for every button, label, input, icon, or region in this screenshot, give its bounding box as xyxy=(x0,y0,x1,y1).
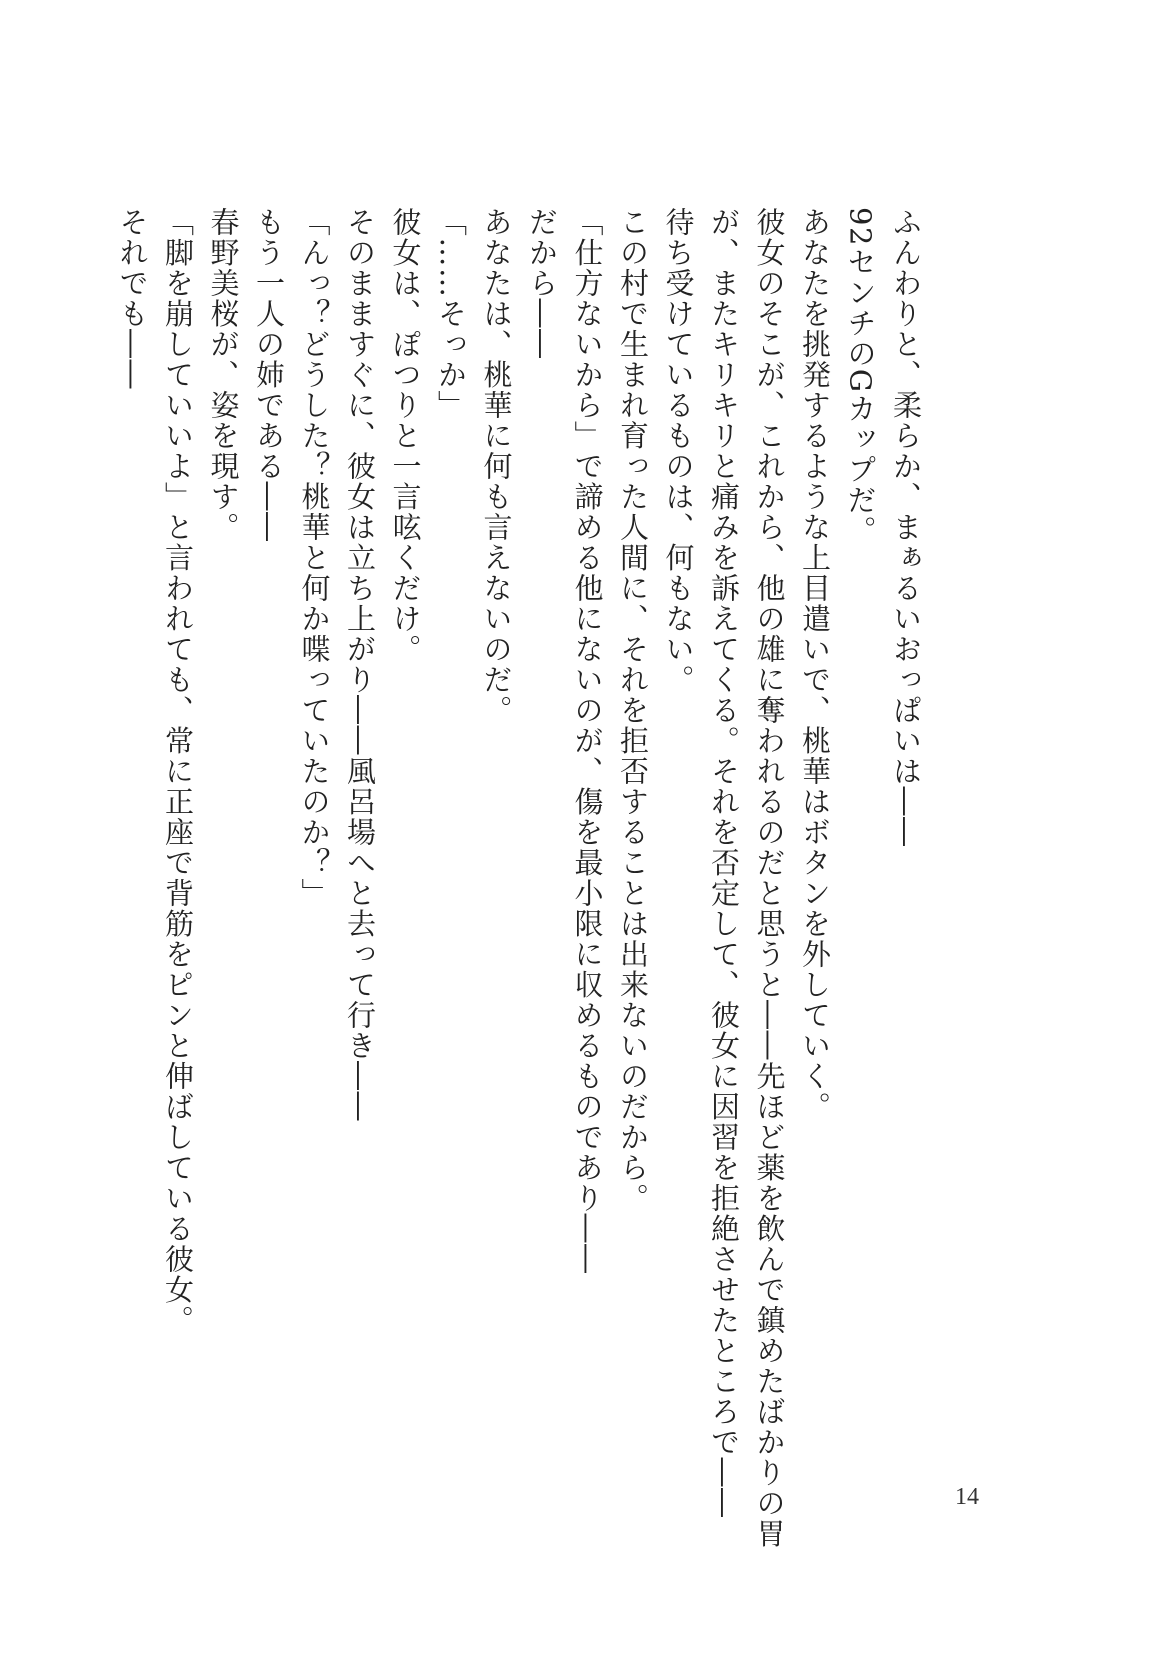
text-line: 彼女のそこが、これから、他の雄に奪われるのだと思うと――先ほど薬を飲んで鎮めたばかりの胃 xyxy=(752,207,787,1549)
text-line: ふんわりと、柔らか、まぁるいおっぱいは―― xyxy=(889,207,923,848)
text-line: 「んっ？どうした？桃華と何か喋っていたのか？」 xyxy=(297,207,332,909)
text-line: 待ち受けているものは、何もない。 xyxy=(661,207,696,695)
text-line: 92センチのGカップだ。 xyxy=(843,207,878,547)
text-line: そのまますぐに、彼女は立ち上がり――風呂場へと去って行き―― xyxy=(343,207,377,1122)
page-number: 14 xyxy=(955,1484,979,1510)
text-line: だから―― xyxy=(525,207,559,360)
text-line: 「……そっか」 xyxy=(434,207,468,421)
text-line: 「仕方ないから」で諦める他にないのが、傷を最小限に収めるものであり―― xyxy=(570,207,605,1275)
text-line: が、またキリキリと痛みを訴えてくる。それを否定して、彼女に因習を拒絶させたところで―― xyxy=(707,207,741,1519)
text-line: 彼女は、ぽつりと一言呟くだけ。 xyxy=(388,207,423,665)
text-line: それでも―― xyxy=(115,207,150,390)
text-line: 春野美桜が、姿を現す。 xyxy=(206,207,241,543)
text-line: もう一人の姉である―― xyxy=(252,207,286,543)
text-line: あなたを挑発するような上目遣いで、桃華はボタンを外していく。 xyxy=(798,207,832,1122)
text-line: 「脚を崩していいよ」と言われても、常に正座で背筋をピンと伸ばしている彼女。 xyxy=(161,207,195,1336)
text-line: この村で生まれ育った人間に、それを拒否することは出来ないのだから。 xyxy=(616,207,650,1214)
text-line: あなたは、桃華に何も言えないのだ。 xyxy=(479,207,514,726)
vertical-text-body xyxy=(109,207,928,1549)
